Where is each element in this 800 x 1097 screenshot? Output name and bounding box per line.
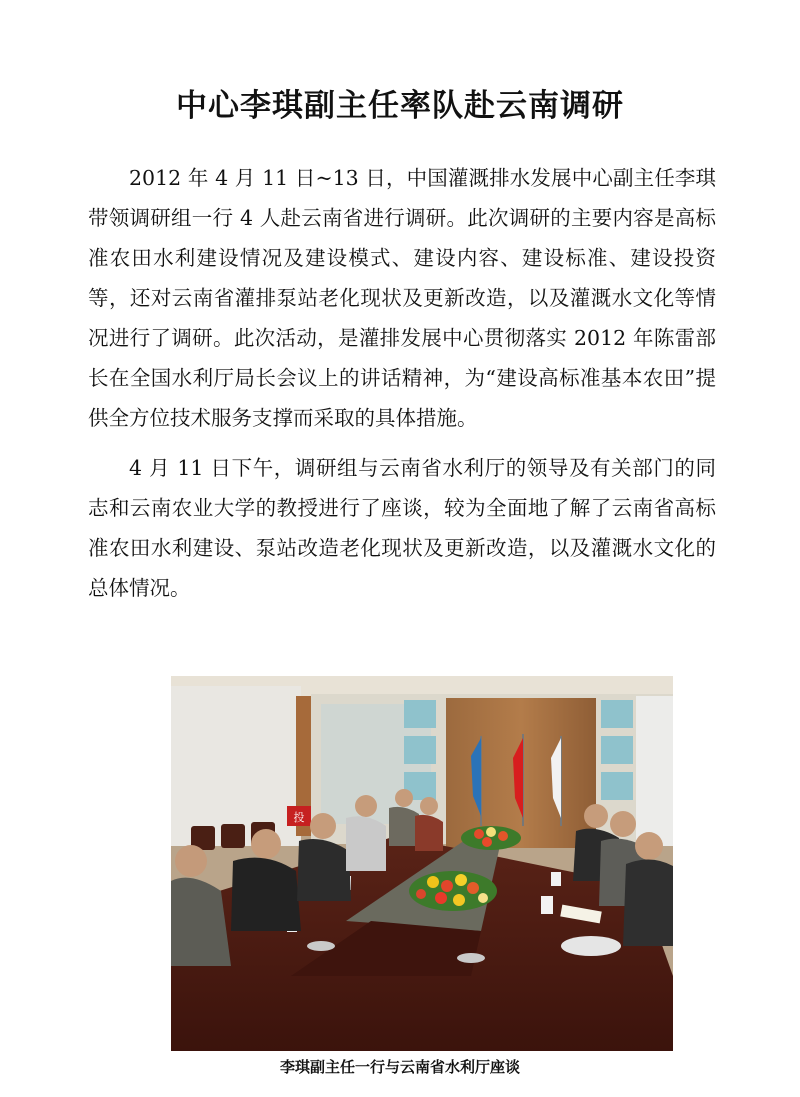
paragraph-1: 2012 年 4 月 11 日~13 日，中国灌溉排水发展中心副主任李琪带领调研组一行 4 人赴云南省进行调研。此次调研的主要内容是高标准农田水利建设情况及建设模式、建设内容、建设标准、建设投资等，还对云南省灌排泵站老化现状及更新改造，以及灌溉水文化等情况进行了调研。此次活动，是灌排发展中心贯彻落实 2012 年陈雷部长在全国水利厅局长会议上的讲话精神，为“建设高标准基本农田”提供全方位技术服务支撑而采取的具体措施。: [88, 166, 716, 430]
paragraph-2: 4 月 11 日下午，调研组与云南省水利厅的领导及有关部门的同志和云南农业大学的教授进行了座谈，较为全面地了解了云南省高标准农田水利建设、泵站改造老化现状及更新改造，以及灌溉水文化的总体情况。: [88, 456, 716, 600]
article-body: [88, 158, 716, 618]
sign-text: 投: [293, 811, 305, 824]
photo-caption: 李琪副主任一行与云南省水利厅座谈: [279, 1058, 520, 1076]
meeting-photo-illustration: [171, 676, 673, 1051]
meeting-photo: [171, 676, 673, 1051]
article-title: 中心李琪副主任率队赴云南调研: [176, 88, 624, 124]
